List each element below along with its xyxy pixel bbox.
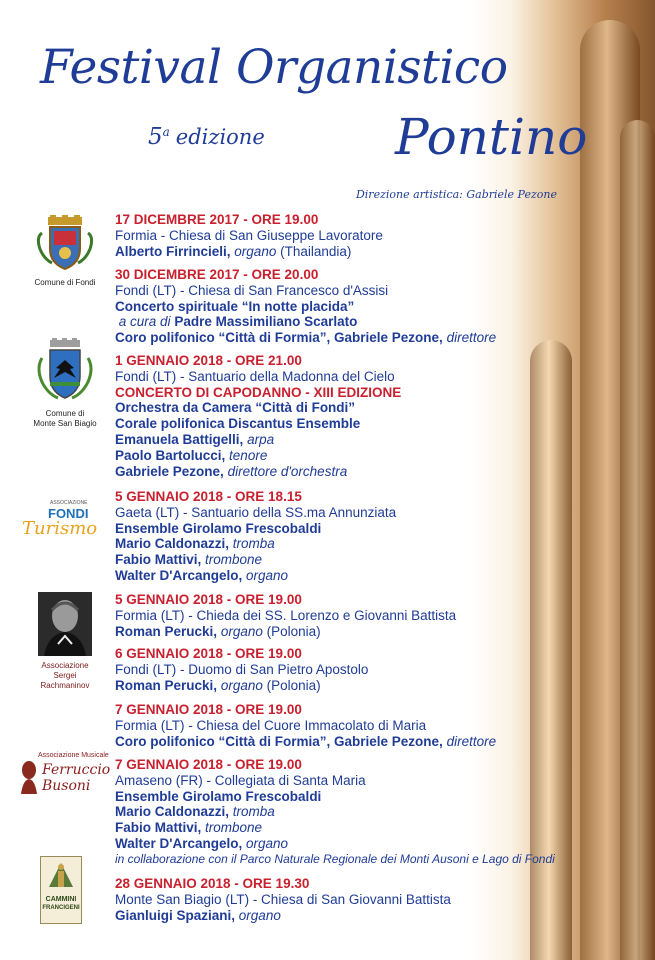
event-venue: Fondi (LT) - Chiesa di San Francesco d'Assisi: [115, 282, 389, 298]
performer-name: Mario Caldonazzi: [115, 804, 226, 820]
performer-name: Walter D'Arcangelo: [115, 835, 239, 851]
logo-cammini-francigeni: [40, 856, 82, 924]
performer-country: (Polonia): [266, 677, 321, 693]
event-performer: Gianluigi Spaziani, organo: [115, 907, 281, 923]
event-performer: Fabio Mattivi, trombone: [115, 552, 263, 568]
logo-fondi-caption: Comune di Fondi: [34, 278, 96, 287]
event-date: 7 GENNAIO 2018 - ORE 19.00: [115, 757, 302, 772]
event-collaboration-note: in collaborazione con il Parco Naturale Regionale dei Monti Ausoni e Lago di Fondi: [115, 851, 555, 866]
busoni-portrait-icon: [20, 760, 38, 794]
event-venue: Fondi (LT) - Santuario della Madonna del Cielo: [115, 368, 395, 384]
performer-role: tromba: [232, 804, 275, 820]
performer-name: Mario Caldonazzi: [115, 536, 226, 552]
event-ensemble: Ensemble Girolamo Frescobaldi: [115, 520, 322, 536]
performer-name: Alberto Firrincieli: [115, 243, 227, 259]
logo-monte-sb-caption-line1: Comune di: [45, 409, 85, 418]
event-28-gennaio: [115, 876, 565, 923]
event-date: 30 DICEMBRE 2017 - ORE 20.00: [115, 267, 319, 282]
busoni-name-line2: Busoni: [42, 778, 91, 794]
logo-monte-sb-caption-line2: Monte San Biagio: [33, 419, 97, 428]
event-17-dicembre: [115, 212, 565, 259]
coat-of-arms-fondi-icon: [30, 215, 100, 273]
logo-rach-caption: [30, 661, 100, 691]
event-ensemble: Orchestra da Camera “Città di Fondi”: [115, 400, 356, 416]
performer-country: (Thailandia): [280, 243, 352, 259]
logo-comune-di-fondi: [30, 215, 100, 288]
event-performer: Mario Caldonazzi, tromba: [115, 804, 275, 820]
curated-name: Padre Massimiliano Scarlato: [174, 314, 358, 330]
performer-role: organo: [220, 677, 263, 693]
performer-role: arpa: [247, 431, 275, 447]
event-performer: Roman Perucki, organo (Polonia): [115, 677, 321, 693]
event-30-dicembre: [115, 267, 565, 346]
event-venue: Formia (LT) - Chieda dei SS. Lorenzo e Giovanni Battista: [115, 607, 457, 623]
performer-role: direttore: [446, 330, 497, 346]
performer-role: organo: [246, 567, 289, 583]
event-date: 5 GENNAIO 2018 - ORE 19.00: [115, 592, 302, 607]
event-7-gennaio-formia: [115, 702, 565, 749]
busoni-label: Associazione Musicale: [38, 752, 109, 759]
edition-label: [148, 124, 265, 150]
event-date: 1 GENNAIO 2018 - ORE 21.00: [115, 353, 302, 368]
event-venue: Amaseno (FR) - Collegiata di Santa Maria: [115, 772, 366, 788]
event-5-gennaio-gaeta: [115, 489, 565, 584]
event-performer: Walter D'Arcangelo, organo: [115, 567, 289, 583]
performer-role: direttore: [446, 733, 497, 749]
curated-prefix: a cura di: [118, 314, 171, 330]
logo-associazione-rachmaninov: [30, 592, 100, 691]
festival-title-line2: Pontino: [395, 108, 588, 166]
cammini-emblem-icon: [41, 857, 81, 891]
performer-role: trombone: [205, 552, 263, 568]
event-venue: Gaeta (LT) - Santuario della SS.ma Annunziata: [115, 504, 397, 520]
performer-name: Gianluigi Spaziani: [115, 907, 232, 923]
event-6-gennaio: [115, 646, 565, 693]
performer-country: (Polonia): [266, 623, 321, 639]
event-performer: Walter D'Arcangelo, organo: [115, 835, 289, 851]
fondi-turismo-label: ASSOCIAZIONE: [50, 500, 88, 506]
event-curated-by: [115, 314, 565, 330]
event-1-gennaio: [115, 353, 565, 479]
edition-superscript: a: [162, 125, 170, 139]
event-venue: Formia - Chiesa di San Giuseppe Lavoratore: [115, 227, 383, 243]
event-venue: Monte San Biagio (LT) - Chiesa di San Giovanni Battista: [115, 891, 451, 907]
event-date: 17 DICEMBRE 2017 - ORE 19.00: [115, 212, 319, 227]
event-performer: Fabio Mattivi, trombone: [115, 820, 263, 836]
performer-role: direttore d'orchestra: [227, 463, 348, 479]
event-highlight: CONCERTO DI CAPODANNO - XIII EDIZIONE: [115, 384, 402, 400]
festival-title-line1: Festival Organistico: [40, 40, 508, 95]
edition-word: edizione: [175, 125, 265, 149]
logo-ferruccio-busoni: [20, 752, 112, 796]
event-performer: Mario Caldonazzi, tromba: [115, 536, 275, 552]
fondi-turismo-brand: FONDI: [48, 506, 89, 521]
event-performer: Paolo Bartolucci, tenore: [115, 447, 268, 463]
rachmaninov-portrait-icon: [30, 592, 100, 656]
performer-name: Coro polifonico “Città di Formia”, Gabriele Pezone: [115, 733, 440, 749]
performer-role: organo: [246, 835, 289, 851]
cammini-caption-line1: CAMMINI: [45, 896, 77, 903]
performer-name: Walter D'Arcangelo: [115, 567, 239, 583]
logo-rach-caption-line2: Sergei Rachmaninov: [40, 671, 90, 690]
event-performer: Emanuela Battigelli, arpa: [115, 431, 275, 447]
event-performer: Alberto Firrincieli, organo (Thailandia): [115, 243, 352, 259]
event-date: 6 GENNAIO 2018 - ORE 19.00: [115, 646, 302, 661]
logo-rach-caption-line1: Associazione: [41, 661, 89, 670]
performer-role: tromba: [232, 536, 275, 552]
performer-role: organo: [234, 243, 277, 259]
event-ensemble: Ensemble Girolamo Frescobaldi: [115, 788, 322, 804]
performer-name: Emanuela Battigelli: [115, 431, 240, 447]
event-5-gennaio-formia: [115, 592, 565, 639]
event-performer: Coro polifonico “Città di Formia”, Gabriele Pezone, direttore: [115, 733, 497, 749]
logo-fondi-turismo: [22, 500, 110, 542]
performer-role: trombone: [205, 820, 263, 836]
performer-name: Roman Perucki: [115, 623, 214, 639]
performer-name: Fabio Mattivi: [115, 820, 198, 836]
performer-name: Paolo Bartolucci: [115, 447, 222, 463]
event-venue: Fondi (LT) - Duomo di San Pietro Apostolo: [115, 661, 369, 677]
event-title: Concerto spirituale “In notte placida”: [115, 298, 355, 314]
event-venue: Formia (LT) - Chiesa del Cuore Immacolato di Maria: [115, 717, 427, 733]
event-performer: Coro polifonico “Città di Formia”, Gabriele Pezone, direttore: [115, 330, 497, 346]
fondi-turismo-script: Turismo: [22, 518, 98, 539]
artistic-direction: Direzione artistica: Gabriele Pezone: [355, 188, 557, 201]
event-performer: Roman Perucki, organo (Polonia): [115, 623, 321, 639]
performer-role: organo: [220, 623, 263, 639]
logo-comune-monte-san-biagio: [30, 338, 100, 429]
event-ensemble: Corale polifonica Discantus Ensemble: [115, 416, 361, 432]
coat-of-arms-monte-san-biagio-icon: [30, 338, 100, 404]
event-date: 7 GENNAIO 2018 - ORE 19.00: [115, 702, 302, 717]
performer-role: organo: [238, 907, 281, 923]
event-7-gennaio-amaseno: [115, 757, 565, 868]
event-performer: Gabriele Pezone, direttore d'orchestra: [115, 463, 348, 479]
performer-role: tenore: [229, 447, 268, 463]
busoni-name-line1: Ferruccio: [42, 762, 111, 778]
performer-name: Roman Perucki: [115, 677, 214, 693]
event-date: 28 GENNAIO 2018 - ORE 19.30: [115, 876, 310, 891]
performer-name: Coro polifonico “Città di Formia”, Gabriele Pezone: [115, 330, 440, 346]
edition-number: 5: [148, 124, 163, 150]
performer-name: Fabio Mattivi: [115, 552, 198, 568]
performer-name: Gabriele Pezone: [115, 463, 221, 479]
cammini-caption-line2: FRANCIGENI: [42, 905, 80, 911]
logo-monte-sb-caption: [30, 409, 100, 429]
event-date: 5 GENNAIO 2018 - ORE 18.15: [115, 489, 302, 504]
